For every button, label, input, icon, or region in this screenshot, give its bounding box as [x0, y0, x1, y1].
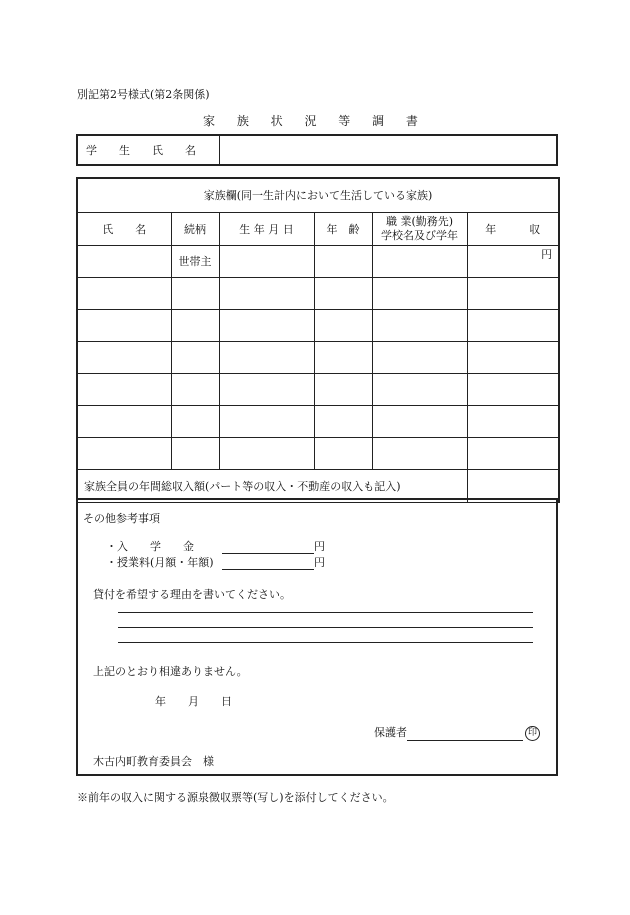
student-name-field[interactable]	[219, 135, 557, 165]
family-income-cell[interactable]	[467, 309, 559, 341]
family-occupation-cell[interactable]	[372, 373, 467, 405]
family-row	[77, 437, 559, 469]
family-birthdate-cell[interactable]	[219, 277, 314, 309]
family-caption: 家族欄(同一生計内において生活している家族)	[77, 178, 559, 212]
header-relation: 続柄	[171, 212, 219, 245]
date-line: 年 月 日	[155, 695, 232, 708]
footnote: ※前年の収入に関する源泉徴収票等(写し)を添付してください。	[77, 791, 394, 804]
family-income-cell[interactable]	[467, 341, 559, 373]
family-row	[77, 277, 559, 309]
tuition-amount-field[interactable]	[222, 557, 314, 570]
total-income-label: 家族全員の年間総収入額(パート等の収入・不動産の収入も記入)	[77, 469, 467, 502]
income-yen-unit: 円	[541, 247, 553, 261]
family-row	[77, 405, 559, 437]
family-occupation-cell[interactable]	[372, 341, 467, 373]
header-birthdate: 生 年 月 日	[219, 212, 314, 245]
header-occupation	[372, 212, 467, 245]
family-relation-cell[interactable]	[171, 373, 219, 405]
family-age-cell[interactable]	[314, 277, 372, 309]
family-birthdate-cell[interactable]	[219, 309, 314, 341]
family-age-cell[interactable]	[314, 373, 372, 405]
tuition-yen: 円	[314, 556, 325, 569]
family-relation-cell[interactable]	[171, 437, 219, 469]
reason-line-2[interactable]	[118, 627, 533, 628]
family-name-cell[interactable]	[77, 437, 171, 469]
admission-label: ・入 学 金	[106, 540, 194, 553]
other-section	[76, 498, 558, 776]
family-birthdate-cell[interactable]	[219, 373, 314, 405]
guardian-name-field[interactable]	[407, 728, 523, 741]
form-reference: 別記第2号様式(第2条関係)	[77, 88, 210, 101]
family-occupation-cell[interactable]	[372, 277, 467, 309]
family-income-cell[interactable]	[467, 437, 559, 469]
guardian-row	[374, 724, 540, 741]
family-birthdate-cell[interactable]	[219, 245, 314, 277]
family-occupation-cell[interactable]	[372, 245, 467, 277]
student-name-table	[76, 134, 558, 166]
family-age-cell[interactable]	[314, 309, 372, 341]
family-relation-cell[interactable]	[171, 341, 219, 373]
family-age-cell[interactable]	[314, 341, 372, 373]
seal-icon: 印	[525, 726, 540, 741]
family-relation-cell[interactable]	[171, 309, 219, 341]
family-row	[77, 341, 559, 373]
family-age-cell[interactable]	[314, 405, 372, 437]
header-age: 年 齢	[314, 212, 372, 245]
page-title: 家 族 状 況 等 調 書	[203, 114, 427, 128]
addressee: 木古内町教育委員会 様	[93, 755, 214, 768]
header-occupation-line2: 学校名及び学年	[381, 228, 458, 242]
family-name-cell[interactable]	[77, 405, 171, 437]
reason-line-3[interactable]	[118, 642, 533, 643]
family-occupation-cell[interactable]	[372, 309, 467, 341]
reason-line-1[interactable]	[118, 612, 533, 613]
header-occupation-line1: 職 業(勤務先)	[385, 214, 454, 228]
other-heading: その他参考事項	[83, 512, 160, 525]
guardian-label: 保護者	[374, 726, 407, 739]
admission-row	[106, 538, 325, 554]
header-income: 年 収	[467, 212, 559, 245]
family-name-cell[interactable]	[77, 277, 171, 309]
family-row	[77, 245, 559, 277]
family-name-cell[interactable]	[77, 373, 171, 405]
reason-prompt: 貸付を希望する理由を書いてください。	[93, 588, 291, 601]
family-occupation-cell[interactable]	[372, 405, 467, 437]
family-age-cell[interactable]	[314, 245, 372, 277]
family-name-cell[interactable]	[77, 245, 171, 277]
family-income-cell[interactable]	[467, 405, 559, 437]
student-name-label: 学 生 氏 名	[77, 135, 219, 165]
tuition-row	[106, 554, 325, 570]
family-row	[77, 373, 559, 405]
family-occupation-cell[interactable]	[372, 437, 467, 469]
admission-amount-field[interactable]	[222, 541, 314, 554]
family-age-cell[interactable]	[314, 437, 372, 469]
family-table	[76, 177, 560, 503]
family-relation-cell[interactable]: 世帯主	[171, 245, 219, 277]
declaration: 上記のとおり相違ありません。	[93, 665, 248, 678]
family-birthdate-cell[interactable]	[219, 341, 314, 373]
family-income-cell[interactable]	[467, 373, 559, 405]
family-row	[77, 309, 559, 341]
admission-yen: 円	[314, 540, 325, 553]
family-birthdate-cell[interactable]	[219, 405, 314, 437]
family-income-cell[interactable]	[467, 245, 559, 277]
family-birthdate-cell[interactable]	[219, 437, 314, 469]
family-relation-cell[interactable]	[171, 277, 219, 309]
family-name-cell[interactable]	[77, 309, 171, 341]
family-income-cell[interactable]	[467, 277, 559, 309]
family-relation-cell[interactable]	[171, 405, 219, 437]
family-name-cell[interactable]	[77, 341, 171, 373]
header-name: 氏 名	[77, 212, 171, 245]
tuition-label: ・授業料(月額・年額)	[106, 556, 214, 569]
